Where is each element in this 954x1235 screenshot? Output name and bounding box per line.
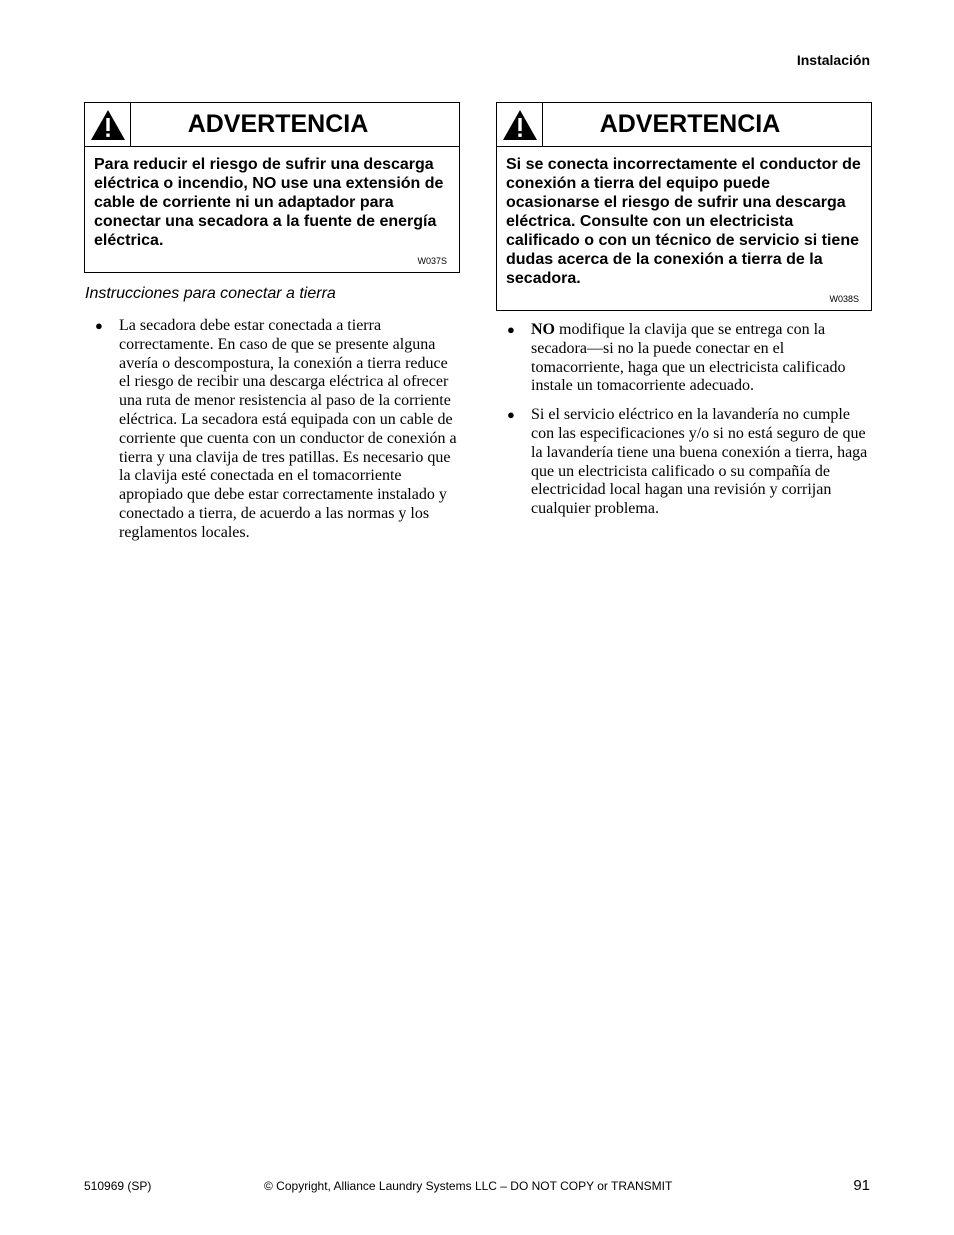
warning-header <box>85 103 459 147</box>
bullet-dot-icon: ● <box>507 407 515 423</box>
list-item <box>84 317 460 543</box>
warning-title: ADVERTENCIA <box>187 110 369 138</box>
warning-icon-cell <box>497 103 543 146</box>
warning-box-grounding-conductor <box>496 102 872 311</box>
warning-triangle-icon <box>501 108 539 142</box>
list-item <box>496 321 872 396</box>
warning-box-electric-shock <box>84 102 460 273</box>
left-column <box>84 102 460 553</box>
warning-icon-cell <box>85 103 131 146</box>
warning-triangle-icon <box>89 108 127 142</box>
list-item-text: La secadora debe estar conectada a tierra correctamente. En caso de que se presente alguna avería o descompostura, la conexión a tierra reduce el riesgo de recibir una descarga eléctrica al ofrecer una ruta de menor resistencia al paso de la corriente eléctrica. La secadora está equipada con un cable de corriente que cuenta con un conductor de conexión a tierra y una clavija de tres patillas. Es necesario que la clavija esté conectada en el tomacorriente apropiado que debe estar correctamente instalado y conectado a tierra, de acuerdo a las normas y los reglamentos locales. <box>119 317 457 541</box>
page-number: 91 <box>853 1177 870 1194</box>
list-item-text: modifique la clavija que se entrega con la secadora—si no la puede conectar en el tomacorriente, haga que un electricista calificado instale un tomacorriente adecuado. <box>531 321 846 395</box>
warning-header <box>497 103 871 147</box>
warning-text: Si se conecta incorrectamente el conductor de conexión a tierra del equipo puede ocasionarse el riesgo de sufrir una descarga eléctrica. Consulte con un electricista calificado o con un técnico de servicio si tiene dudas acerca de la conexión a tierra de la secadora. <box>506 156 861 287</box>
grounding-instructions-heading: Instrucciones para conectar a tierra <box>85 285 336 302</box>
document-number: 510969 (SP) <box>84 1179 152 1193</box>
copyright-notice: © Copyright, Alliance Laundry Systems LLC – DO NOT COPY or TRANSMIT <box>264 1179 673 1193</box>
section-header: Instalación <box>796 52 870 68</box>
right-column <box>496 102 872 529</box>
grounding-bullet-list <box>84 317 460 543</box>
list-item <box>496 406 872 519</box>
bullet-dot-icon: ● <box>95 318 103 333</box>
warning-title: ADVERTENCIA <box>599 110 781 138</box>
warning-code: W038S <box>829 294 859 304</box>
plug-bullet-list <box>496 321 872 519</box>
list-item-emphasis: NO <box>531 321 555 338</box>
bullet-dot-icon: ● <box>507 322 515 337</box>
warning-code: W037S <box>417 256 447 266</box>
warning-text: Para reducir el riesgo de sufrir una descarga eléctrica o incendio, NO use una extensión de cable de corriente ni un adaptador para conectar una secadora a la fuente de energía eléctrica. <box>94 156 444 249</box>
list-item-text: Si el servicio eléctrico en la lavandería no cumple con las especificaciones y/o si no está seguro de que la lavandería tiene una buena conexión a tierra, haga que un electricista calificado o su compañía de electricidad local hagan una revisión y corrijan cualquier problema. <box>531 406 868 518</box>
